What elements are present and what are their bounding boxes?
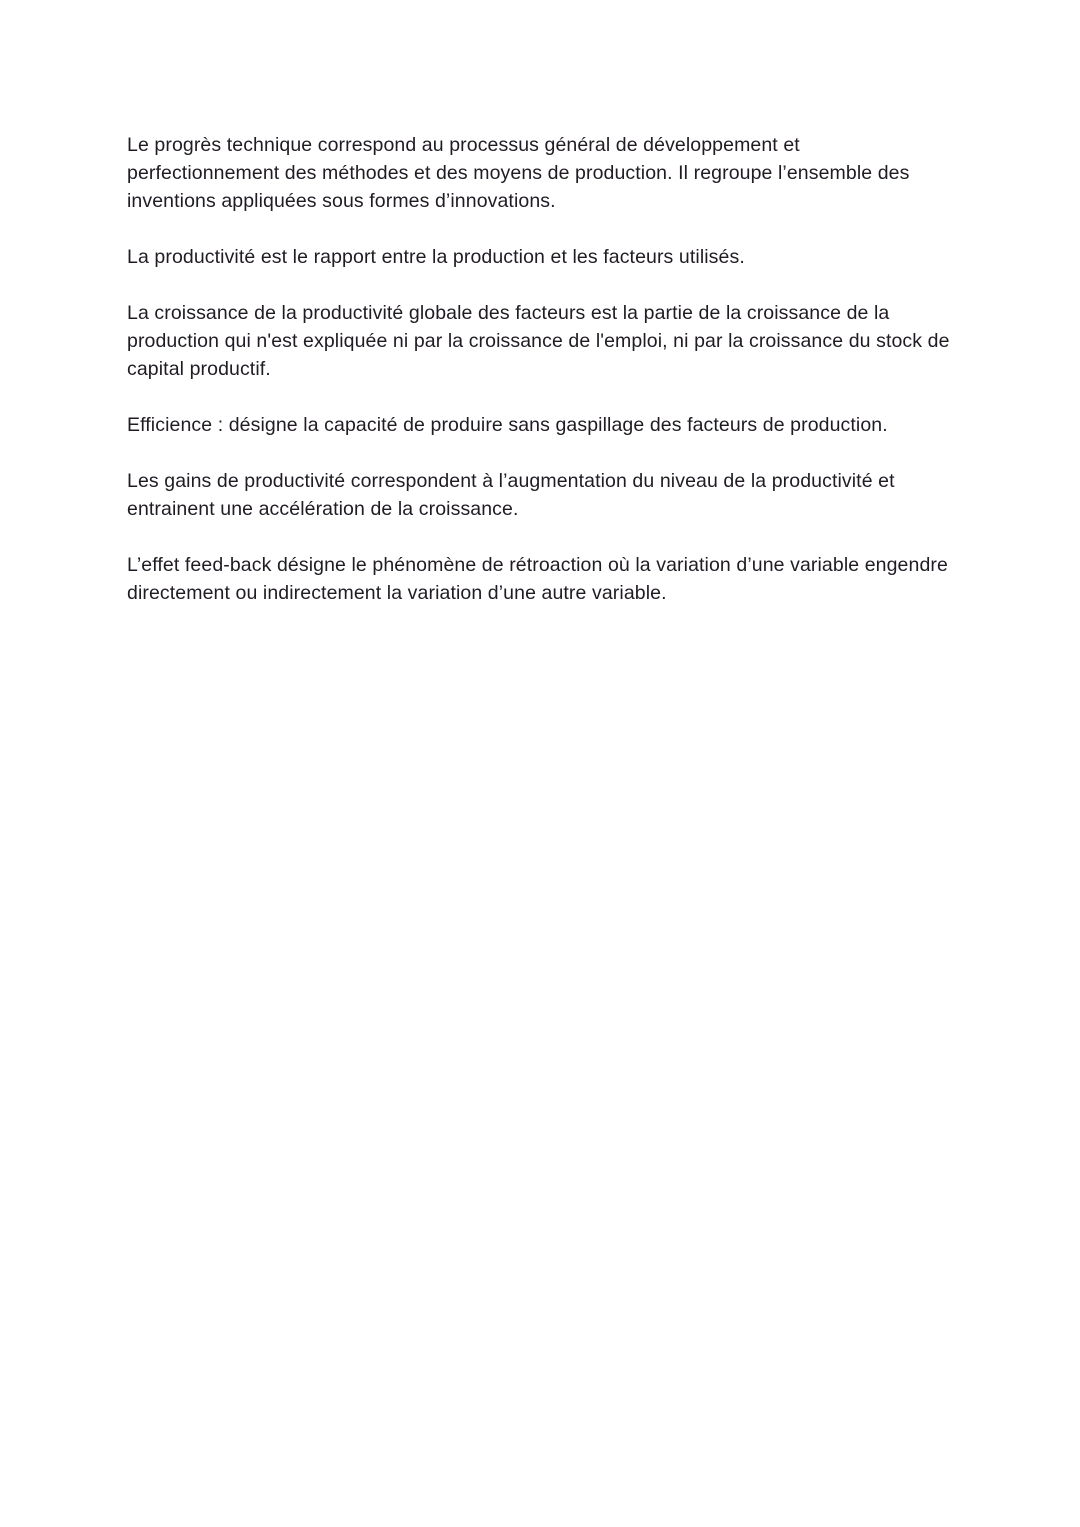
paragraph-productivite-globale: La croissance de la productivité globale des facteurs est la partie de la croissance de la production qui n'est expliquée ni par la croissance de l'emploi, ni par la croissance du stock de capital productif. <box>127 302 956 380</box>
paragraph-efficience: Efficience : désigne la capacité de produire sans gaspillage des facteurs de production. <box>127 414 888 436</box>
paragraph-progres-technique: Le progrès technique correspond au processus général de développement et perfectionnement des méthodes et des moyens de production. Il regroupe l’ensemble des inventions appliquées sous formes d’innovations. <box>127 134 915 212</box>
document-body <box>127 131 955 635</box>
paragraph-gains-productivite: Les gains de productivité correspondent à l’augmentation du niveau de la productivité et entrainent une accélération de la croissance. <box>127 470 901 520</box>
paragraph-productivite: La productivité est le rapport entre la production et les facteurs utilisés. <box>127 246 745 268</box>
paragraph-effet-feedback: L’effet feed-back désigne le phénomène de rétroaction où la variation d’une variable engendre directement ou indirectement la variation d’une autre variable. <box>127 554 954 604</box>
